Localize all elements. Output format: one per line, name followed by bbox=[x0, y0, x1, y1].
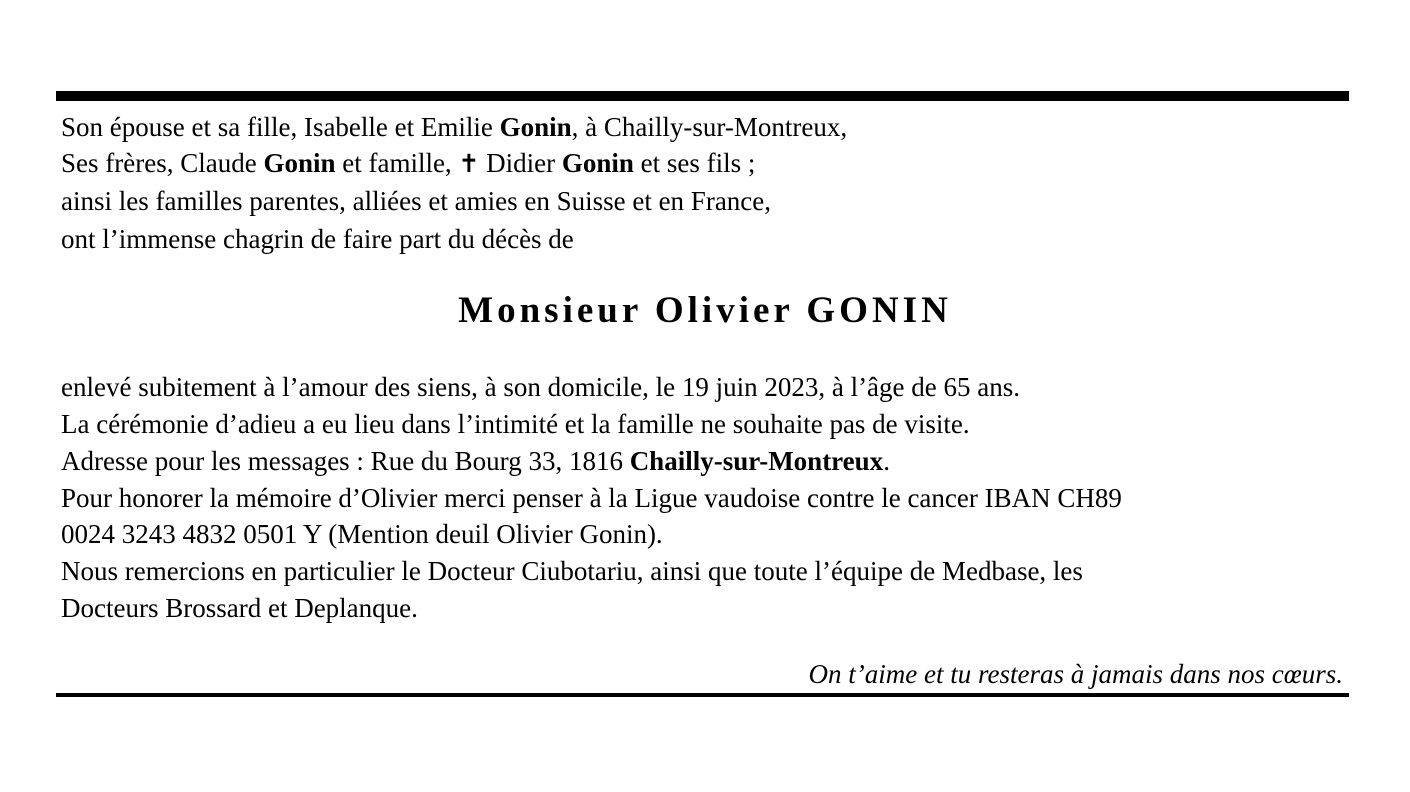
text: et famille, bbox=[335, 148, 459, 178]
locality: Chailly-sur-Montreux bbox=[629, 446, 884, 476]
top-rule bbox=[56, 91, 1349, 101]
details-line-4: Pour honorer la mémoire d’Olivier merci penser à la Ligue vaudoise contre le cancer IBAN CH89 bbox=[61, 483, 1122, 513]
family-line-1 bbox=[61, 114, 847, 141]
surname: Gonin bbox=[499, 112, 572, 142]
closing-line: On t’aime et tu resteras à jamais dans nos cœurs. bbox=[808, 659, 1343, 689]
surname: Gonin bbox=[561, 148, 634, 178]
details-line-5: 0024 3243 4832 0501 Y (Mention deuil Olivier Gonin). bbox=[61, 519, 663, 549]
text: Adresse pour les messages : Rue du Bourg 33, 1816 bbox=[61, 446, 630, 476]
text: Son épouse et sa fille, Isabelle et Emilie bbox=[61, 112, 500, 142]
details-line-3 bbox=[61, 448, 890, 475]
surname: Gonin bbox=[263, 148, 336, 178]
details-line-1: enlevé subitement à l’amour des siens, à son domicile, le 19 juin 2023, à l’âge de 65 ans. bbox=[61, 372, 1021, 402]
family-line-3: ainsi les familles parentes, alliées et amies en Suisse et en France, bbox=[61, 186, 772, 216]
text: Didier bbox=[479, 148, 562, 178]
bottom-rule bbox=[56, 693, 1349, 697]
family-line-2 bbox=[61, 150, 755, 177]
text: , à Chailly-sur-Montreux, bbox=[571, 112, 848, 142]
text: . bbox=[883, 446, 890, 476]
deceased-name: Monsieur Olivier GONIN bbox=[458, 290, 952, 331]
details-line-2: La cérémonie d’adieu a eu lieu dans l’intimité et la famille ne souhaite pas de visite. bbox=[61, 409, 970, 439]
text: Ses frères, Claude bbox=[61, 148, 264, 178]
family-line-4: ont l’immense chagrin de faire part du décès de bbox=[61, 224, 574, 254]
details-line-6: Nous remercions en particulier le Docteur Ciubotariu, ainsi que toute l’équipe de Medbase, les bbox=[61, 556, 1083, 586]
details-line-7: Docteurs Brossard et Deplanque. bbox=[61, 593, 418, 623]
cross-icon: ✝ bbox=[458, 149, 480, 178]
text: et ses fils ; bbox=[633, 148, 756, 178]
